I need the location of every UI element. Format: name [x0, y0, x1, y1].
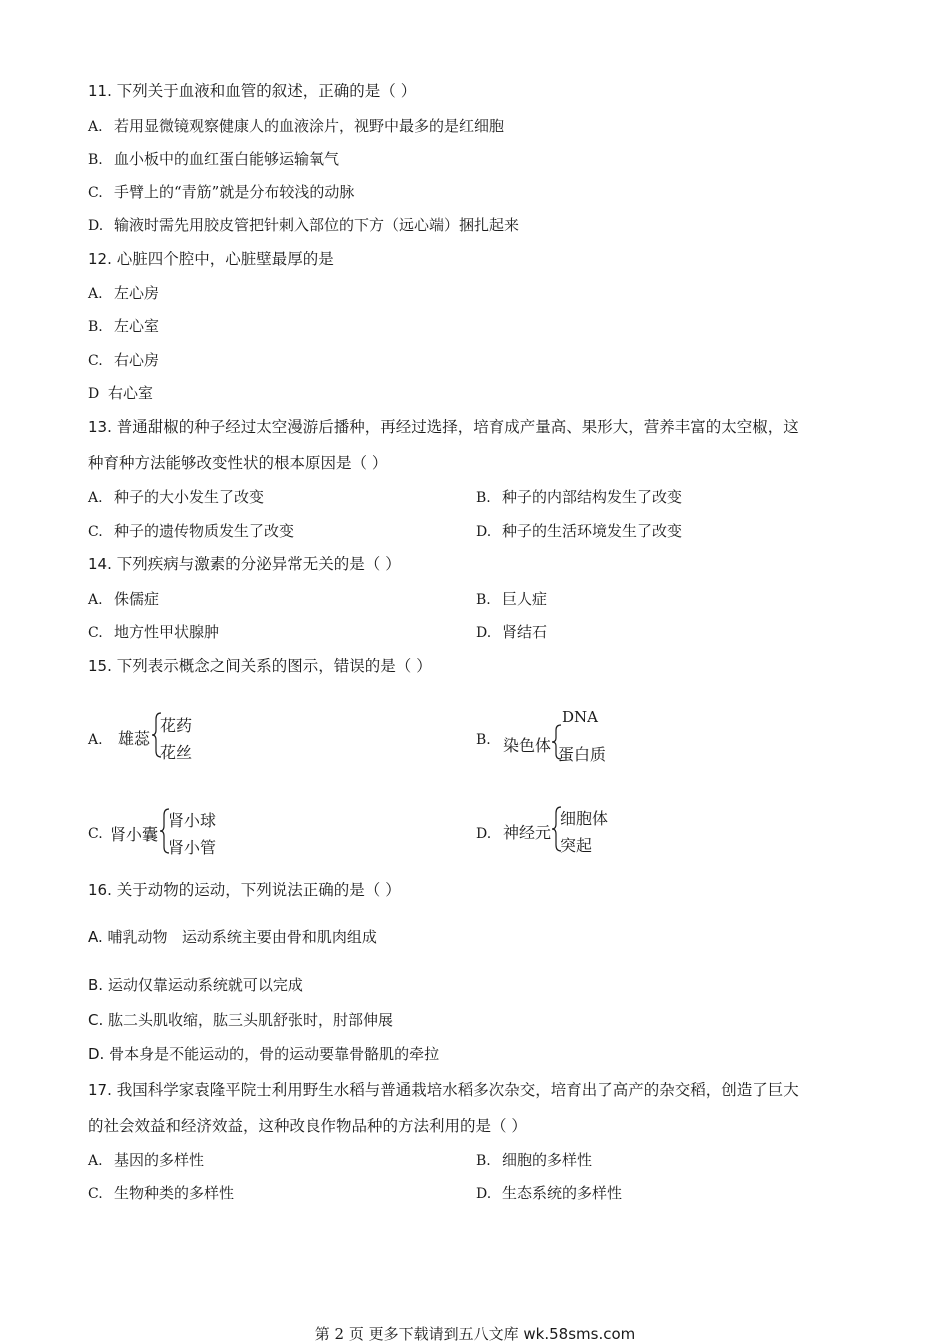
question-16-stem: 16. 关于动物的运动，下列说法正确的是（ ）: [88, 881, 401, 899]
diagram-main: 神经元: [503, 823, 552, 842]
diagram-bottom: 蛋白质: [558, 745, 607, 764]
q12-option-c: C. 右心房: [88, 351, 160, 369]
q11-option-d: D. 输液时需先用胶皮管把针刺入部位的下方（远心端）捆扎起来: [88, 216, 520, 234]
q17-option-b: B. 细胞的多样性: [476, 1151, 593, 1169]
q14-option-a: A. 侏儒症: [88, 590, 160, 608]
q15-diagram-c: [110, 806, 240, 856]
q17-option-a: A. 基因的多样性: [88, 1151, 205, 1169]
q12-option-b: B. 左心室: [88, 317, 160, 335]
question-17-stem: 17. 我国科学家袁隆平院士利用野生水稻与普通栽培水稻多次杂交，培育出了高产的杂交稻，创造了巨大: [88, 1081, 799, 1099]
page-footer: [0, 1323, 950, 1344]
q13-option-c: C. 种子的遗传物质发生了改变: [88, 522, 295, 540]
q15-option-a-label: A.: [88, 732, 103, 748]
q13-option-b: B. 种子的内部结构发生了改变: [476, 488, 683, 506]
q15-option-d-label: D.: [476, 826, 492, 842]
q16-option-d: D. 骨本身是不能运动的，骨的运动要靠骨骼肌的牵拉: [88, 1045, 440, 1063]
q15-diagram-b: [503, 706, 633, 764]
question-number: 11.: [88, 82, 112, 100]
q15-diagram-d: [503, 804, 633, 854]
diagram-main: 雄蕊: [118, 729, 151, 748]
question-17-stem-continued: 的社会效益和经济效益，这种改良作物品种的方法利用的是（ ）: [88, 1117, 527, 1135]
diagram-top: 细胞体: [560, 809, 609, 828]
question-13-stem: 13. 普通甜椒的种子经过太空漫游后播种，再经过选择，培育成产量高、果形大，营养丰富的太空椒，这: [88, 418, 799, 436]
q16-option-b: B. 运动仅靠运动系统就可以完成: [88, 976, 303, 994]
question-14-stem: 14. 下列疾病与激素的分泌异常无关的是（ ）: [88, 555, 401, 573]
q16-option-c: C. 肱二头肌收缩，肱三头肌舒张时，肘部伸展: [88, 1011, 394, 1029]
diagram-main: 肾小囊: [110, 825, 159, 844]
q12-option-a: A. 左心房: [88, 284, 160, 302]
diagram-top: 花药: [160, 716, 193, 735]
diagram-bottom: 肾小管: [168, 838, 217, 857]
q16-option-a: A. 哺乳动物 运动系统主要由骨和肌肉组成: [88, 928, 377, 946]
question-13-stem-continued: 种育种方法能够改变性状的根本原因是（ ）: [88, 454, 388, 472]
q14-option-b: B. 巨人症: [476, 590, 548, 608]
diagram-top: DNA: [562, 708, 598, 726]
q15-option-c-label: C.: [88, 826, 103, 842]
q13-option-a: A. 种子的大小发生了改变: [88, 488, 265, 506]
q12-option-d: D 右心室: [88, 384, 154, 402]
q11-option-a: A. 若用显微镜观察健康人的血液涂片，视野中最多的是红细胞: [88, 117, 505, 135]
q15-option-b-label: B.: [476, 732, 491, 748]
footer-page-text: 第 2 页 更多下载请到五八文库: [314, 1325, 519, 1343]
diagram-top: 肾小球: [168, 811, 217, 830]
diagram-bottom: 突起: [560, 836, 593, 855]
q14-option-d: D. 肾结石: [476, 623, 548, 641]
q11-option-b: B. 血小板中的血红蛋白能够运输氧气: [88, 150, 340, 168]
q15-diagram-a: [118, 710, 238, 760]
question-11-stem: 11. 下列关于血液和血管的叙述，正确的是（ ）: [88, 82, 417, 100]
q14-option-c: C. 地方性甲状腺肿: [88, 623, 220, 641]
footer-site-link[interactable]: wk.58sms.com: [523, 1325, 636, 1343]
q13-option-d: D. 种子的生活环境发生了改变: [476, 522, 683, 540]
diagram-main: 染色体: [503, 736, 552, 755]
q11-option-c: C. 手臂上的“青筋”就是分布较浅的动脉: [88, 183, 355, 201]
diagram-bottom: 花丝: [160, 743, 193, 762]
q17-option-c: C. 生物种类的多样性: [88, 1184, 235, 1202]
question-12-stem: 12. 心脏四个腔中，心脏壁最厚的是: [88, 250, 334, 268]
q17-option-d: D. 生态系统的多样性: [476, 1184, 623, 1202]
question-15-stem: 15. 下列表示概念之间关系的图示，错误的是（ ）: [88, 657, 432, 675]
